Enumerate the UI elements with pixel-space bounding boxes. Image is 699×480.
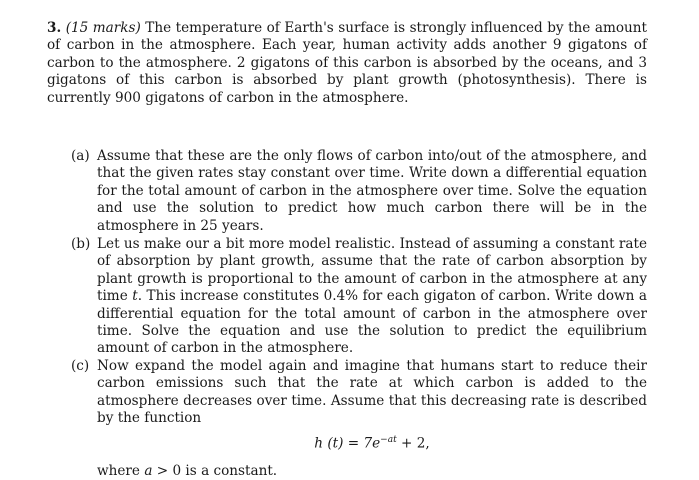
part-c <box>71 358 647 480</box>
problem-statement <box>47 20 647 107</box>
constant-note-suffix: > 0 is a constant. <box>152 462 278 479</box>
formula-h-of-t <box>97 432 647 453</box>
part-b <box>71 236 647 358</box>
problem-number: 3. <box>47 20 62 36</box>
part-a <box>71 148 647 235</box>
problem-marks: (15 marks) <box>65 20 141 36</box>
variable-a: a <box>144 462 153 479</box>
part-b-label: (b) <box>71 236 91 252</box>
part-b-text <box>97 236 647 358</box>
part-b-text-2: . This increase constitutes 0.4% for each gigaton of carbon. Write down a differential equation for the total amount of carbon in the atmosphere over time. Solve the equation and use the solution to predict the equilibrium amount of carbon in the atmosphere. <box>97 288 647 357</box>
part-a-label: (a) <box>71 148 90 164</box>
formula-exponent: −at <box>380 434 397 445</box>
formula-lhs: h (t) = 7e <box>314 435 381 452</box>
formula-rhs: + 2, <box>396 435 430 452</box>
problem-intro: The temperature of Earth's surface is strongly influenced by the amount of carbon in the atmosphere. Each year, human activity adds another 9 gigatons of carbon to the atmosphere. 2 gigatons of this carbon is absorbed by the oceans, and 3 gigatons of this carbon is absorbed by plant growth (photosynthesis). There is currently 900 gigatons of carbon in the atmosphere. <box>47 20 647 106</box>
part-c-text: Now expand the model again and imagine that humans start to reduce their carbon emissions such that the rate at which carbon is added to the atmosphere decreases over time. Assume that this decreasing rate is described by the function <box>97 358 647 427</box>
constant-note-prefix: where <box>97 462 145 479</box>
part-c-body <box>97 358 647 480</box>
part-b-text-1: Let us make our a bit more model realistic. Instead of assuming a constant rate of absorption by plant growth, assume that the rate of carbon absorption by plant growth is proportional to the amount of carbon in the atmosphere at any time <box>97 236 647 305</box>
variable-t: t <box>132 288 138 305</box>
part-c-label: (c) <box>71 358 90 374</box>
part-c-constant-note <box>97 463 647 480</box>
part-a-text: Assume that these are the only flows of carbon into/out of the atmosphere, and that the given rates stay constant over time. Write down a differential equation for the total amount of carbon in the atmosphere over time. Solve the equation and use the solution to predict how much carbon there will be in the atmosphere in 25 years. <box>97 148 647 234</box>
